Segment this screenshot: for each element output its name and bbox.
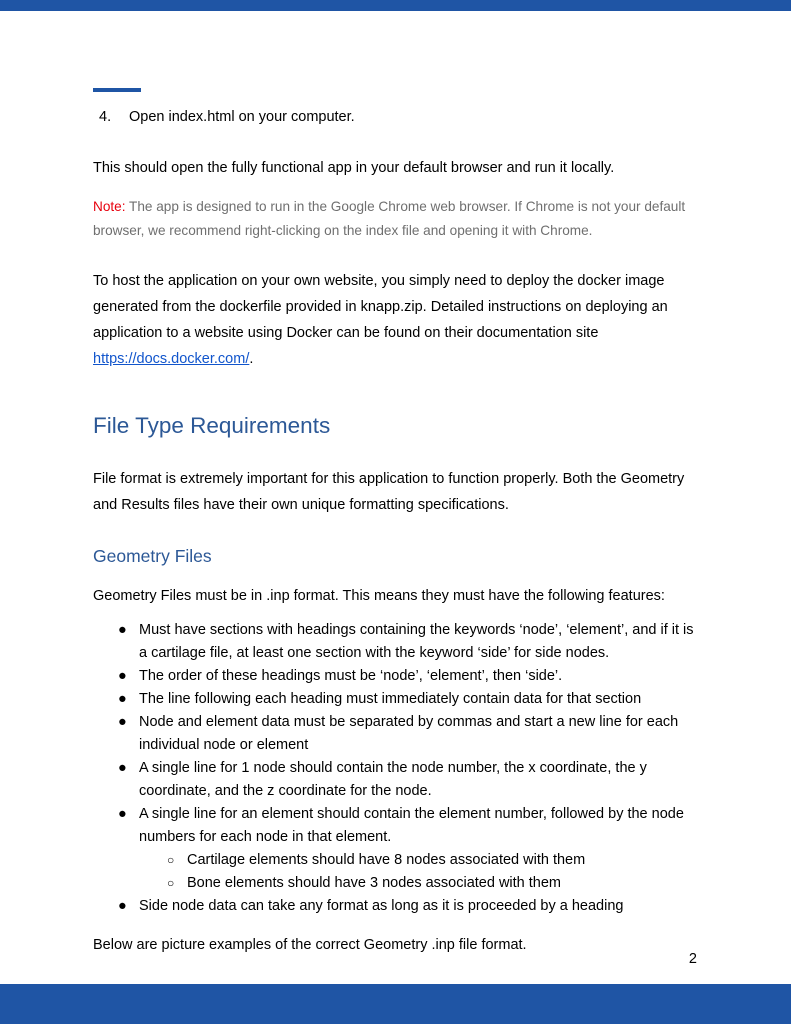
list-item-text: A single line for 1 node should contain the node number, the x coordinate, the y coordinate, and the z coordinate for the node. [139, 760, 647, 799]
list-item [167, 849, 697, 872]
bullet-icon: ● [118, 760, 127, 776]
list-item-text: Must have sections with headings containing the keywords ‘node’, ‘element’, and if it is a cartilage file, at least one section with the keyword ‘side’ for side nodes. [139, 622, 694, 661]
spacer [93, 372, 697, 397]
list-item-text: A single line for an element should contain the element number, followed by the node numbers for each node in that element. [139, 806, 684, 845]
spacer [93, 397, 697, 411]
list-item-text: Bone elements should have 3 nodes associated with them [187, 875, 562, 891]
spacer [93, 518, 697, 543]
bullet-icon: ● [118, 898, 127, 914]
paragraph-geometry-intro: Geometry Files must be in .inp format. This means they must have the following features: [93, 588, 665, 604]
list-item [118, 803, 697, 895]
bullet-icon: ● [118, 714, 127, 730]
paragraph-file-format: File format is extremely important for this application to function properly. Both the Geometry and Results files have their own unique formatting specifications. [93, 471, 685, 513]
list-item [118, 665, 697, 688]
list-item-text: The line following each heading must immediately contain data for that section [139, 691, 642, 707]
geometry-requirements-list [93, 619, 697, 918]
bullet-icon: ● [118, 622, 127, 638]
note-body: The app is designed to run in the Google Chrome web browser. If Chrome is not your default browser, we recommend right-clicking on the index file and opening it with Chrome. [93, 199, 686, 238]
spacer [93, 441, 697, 466]
hollow-bullet-icon: ○ [167, 853, 175, 867]
element-node-sublist [139, 849, 697, 895]
note-label: Note: [93, 199, 126, 214]
list-item-text: Open index.html on your computer. [129, 109, 355, 125]
spacer [93, 609, 697, 619]
spacer [93, 130, 697, 155]
list-item [118, 711, 697, 757]
list-item [99, 104, 697, 130]
note-paragraph [93, 195, 697, 243]
spacer [93, 918, 697, 932]
bullet-icon: ● [118, 668, 127, 684]
section-heading-file-type-requirements: File Type Requirements [93, 413, 331, 438]
list-item [118, 619, 697, 665]
page-content [93, 104, 697, 958]
list-item [167, 872, 697, 895]
bottom-banner-bar [0, 984, 791, 1024]
bullet-icon: ● [118, 806, 127, 822]
list-item-text: Side node data can take any format as long as it is proceeded by a heading [139, 898, 624, 914]
list-item-text: The order of these headings must be ‘node’, ‘element’, then ‘side’. [139, 668, 563, 684]
spacer [93, 569, 697, 583]
spacer [93, 181, 697, 195]
paragraph-closing: Below are picture examples of the correct Geometry .inp file format. [93, 937, 527, 953]
list-item-text: Cartilage elements should have 8 nodes associated with them [187, 852, 586, 868]
list-item-text: Node and element data must be separated by commas and start a new line for each individual node or element [139, 714, 679, 753]
paragraph-open-locally: This should open the fully functional app in your default browser and run it locally. [93, 160, 615, 176]
page-number: 2 [688, 951, 697, 967]
subsection-heading-geometry-files: Geometry Files [93, 546, 212, 566]
hollow-bullet-icon: ○ [167, 876, 175, 890]
blue-accent-bar [93, 88, 141, 92]
docker-text-after-link: . [249, 351, 254, 367]
list-item [118, 757, 697, 803]
list-item [118, 895, 697, 918]
docker-text-before-link: To host the application on your own website, you simply need to deploy the docker image generated from the dockerfile provided in knapp.zip. Detailed instructions on deploying an application to a website using Docker can be found on their documentation site [93, 273, 668, 341]
list-item-number: 4. [99, 109, 112, 125]
docker-docs-link[interactable]: https://docs.docker.com/ [93, 351, 250, 367]
spacer [93, 243, 697, 268]
numbered-list [93, 104, 697, 130]
top-banner-bar [0, 0, 791, 11]
paragraph-docker-hosting [93, 268, 697, 372]
list-item [118, 688, 697, 711]
bullet-icon: ● [118, 691, 127, 707]
